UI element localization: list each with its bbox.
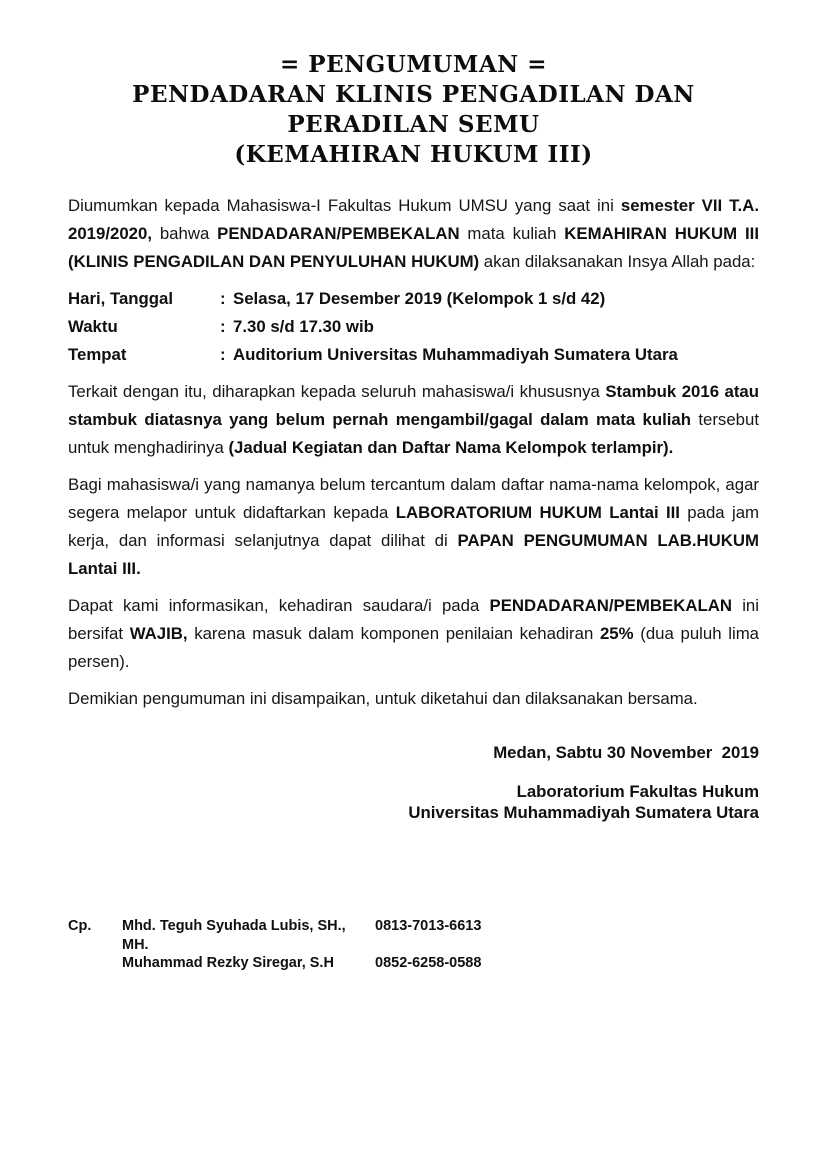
dapat-text: ini bersifat: [68, 596, 759, 643]
contact-row: [68, 954, 759, 973]
bagi-bold-laboratorium: LABORATORIUM HUKUM Lantai III: [395, 503, 680, 522]
signature-block: [68, 739, 759, 823]
intro-bold-pendadaran: PENDADARAN/PEMBEKALAN: [217, 224, 460, 243]
closing-paragraph: Demikian pengumuman ini disampaikan, untuk diketahui dan dilaksanakan bersama.: [68, 689, 698, 708]
schedule-row-waktu: [68, 313, 759, 341]
title-line-pendadaran: PENDADARAN KLINIS PENGADILAN DAN: [132, 81, 695, 108]
intro-text: akan dilaksanakan Insya Allah pada:: [479, 252, 756, 271]
schedule-value: Selasa, 17 Desember 2019 (Kelompok 1 s/d 42): [233, 289, 606, 308]
schedule-row-tempat: [68, 341, 759, 369]
signature-org-line-1: Laboratorium Fakultas Hukum: [516, 782, 759, 801]
dapat-text: karena masuk dalam komponen penilaian kehadiran: [187, 624, 600, 643]
dapat-paragraph: [68, 592, 759, 676]
terkait-paragraph: [68, 378, 759, 462]
schedule-colon: :: [220, 317, 226, 336]
title-line-pengumuman: = PENGUMUMAN =: [280, 51, 547, 78]
contact-row: [68, 917, 759, 954]
schedule-block: [68, 285, 759, 369]
terkait-bold-stambuk: Stambuk 2016 atau stambuk diatasnya yang belum pernah mengambil/gagal dalam mata kuliah: [68, 382, 760, 429]
terkait-bold-jadual: (Jadual Kegiatan dan Daftar Nama Kelompok terlampir).: [228, 438, 674, 457]
dapat-bold-persen: 25%: [599, 624, 634, 643]
schedule-label: Hari, Tanggal: [68, 289, 174, 308]
intro-bold-kemahiran: KEMAHIRAN HUKUM III (KLINIS PENGADILAN DAN PENYULUHAN HUKUM): [68, 224, 759, 271]
schedule-label: Tempat: [68, 345, 127, 364]
dapat-text: Dapat kami informasikan, kehadiran saudara/i pada: [68, 596, 490, 615]
schedule-value: Auditorium Universitas Muhammadiyah Sumatera Utara: [233, 345, 678, 364]
title-line-peradilan-semu: PERADILAN SEMU: [287, 111, 540, 138]
dapat-bold-pendadaran: PENDADARAN/PEMBEKALAN: [489, 596, 732, 615]
bagi-bold-papan: PAPAN PENGUMUMAN LAB.HUKUM Lantai III.: [68, 531, 760, 578]
contact-cp-label: Cp.: [68, 918, 92, 934]
terkait-text: tersebut untuk menghadirinya: [68, 410, 759, 457]
contact-name: Muhammad Rezky Siregar, S.H: [122, 955, 334, 971]
intro-text: Diumumkan kepada Mahasiswa-I Fakultas Hukum UMSU yang saat ini: [68, 196, 621, 215]
terkait-text: Terkait dengan itu, diharapkan kepada seluruh mahasiswa/i khususnya: [68, 382, 606, 401]
signature-place-date: Medan, Sabtu 30 November 2019: [493, 743, 759, 762]
intro-paragraph: [68, 192, 759, 276]
intro-bold-semester: semester VII T.A. 2019/2020,: [68, 196, 759, 243]
schedule-label: Waktu: [68, 317, 118, 336]
intro-text: bahwa: [152, 224, 218, 243]
bagi-text: Bagi mahasiswa/i yang namanya belum tercantum dalam daftar nama-nama kelompok, agar segera melapor untuk didaftarkan kepada: [68, 475, 759, 522]
dapat-bold-wajib: WAJIB,: [129, 624, 188, 643]
signature-organization: [68, 781, 759, 823]
contact-name: Mhd. Teguh Syuhada Lubis, SH., MH.: [122, 918, 346, 953]
document-title: [68, 50, 759, 170]
intro-text: mata kuliah: [459, 224, 565, 243]
bagi-text: pada jam kerja, dan informasi selanjutnya dapat dilihat di: [68, 503, 760, 550]
signature-org-line-2: Universitas Muhammadiyah Sumatera Utara: [408, 803, 759, 822]
contact-phone: 0852-6258-0588: [375, 955, 482, 971]
schedule-colon: :: [220, 289, 226, 308]
title-line-kemahiran-hukum: (KEMAHIRAN HUKUM III): [234, 141, 593, 168]
contact-phone: 0813-7013-6613: [375, 918, 482, 934]
dapat-text: (dua puluh lima persen).: [68, 624, 760, 671]
schedule-row-hari-tanggal: [68, 285, 759, 313]
schedule-value: 7.30 s/d 17.30 wib: [233, 317, 374, 336]
bagi-paragraph: [68, 471, 759, 583]
contact-cp-spacer: [68, 954, 122, 973]
schedule-colon: :: [220, 345, 226, 364]
contact-persons-block: [68, 917, 759, 973]
